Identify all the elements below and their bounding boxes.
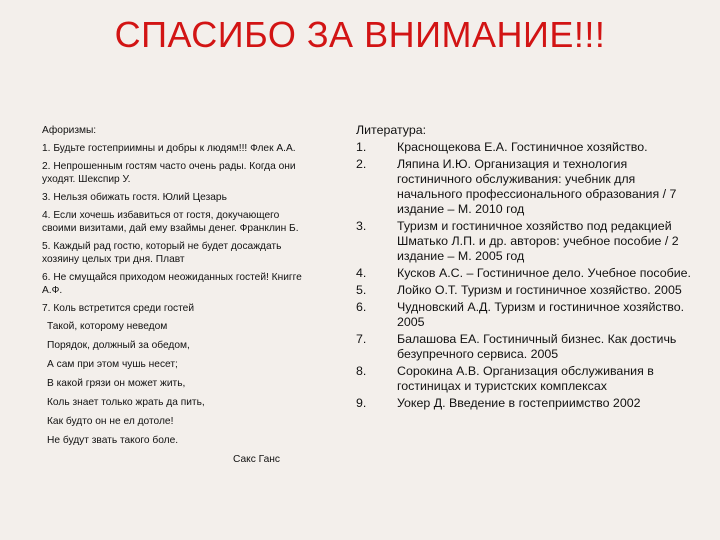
literature-item-text: Кусков А.С. – Гостиничное дело. Учебное пособие. [397, 266, 691, 280]
aphorism-item: 6. Не смущайся приходом неожиданных гостей! Книгге А.Ф. [42, 272, 302, 296]
poem-line: Коль знает только жрать да пить, [47, 397, 205, 408]
literature-item-number: 1. [356, 140, 367, 154]
literature-item-number: 6. [356, 300, 367, 314]
literature-item-text: Сорокина А.В. Организация обслуживания в гостиницах и туристских комплексах [397, 364, 654, 393]
literature-item [356, 140, 696, 155]
literature-heading: Литература: [356, 123, 427, 137]
literature-item-text: Краснощекова Е.А. Гостиничное хозяйство. [397, 140, 648, 154]
literature-item-number: 4. [356, 266, 367, 280]
poem-line: Такой, которому неведом [47, 321, 168, 332]
literature-item [356, 157, 696, 217]
poem-line: А сам при этом чушь несет; [47, 359, 178, 370]
literature-block [356, 123, 696, 413]
literature-item-number: 2. [356, 157, 367, 171]
aphorism-item: 1. Будьте гостеприимны и добры к людям!!! Флек А.А. [42, 143, 296, 154]
poem-signature: Сакс Ганс [233, 454, 280, 465]
aphorism-item: 7. Коль встретится среди гостей [42, 303, 195, 314]
poem [42, 320, 302, 447]
literature-item [356, 300, 696, 330]
aphorism-item: 5. Каждый рад гостю, который не будет досаждать хозяину целых три дня. Плавт [42, 241, 282, 265]
literature-item [356, 219, 696, 264]
poem-line: Как будто он не ел дотоле! [47, 416, 174, 427]
literature-item-number: 8. [356, 364, 367, 378]
literature-item [356, 364, 696, 394]
literature-item-text: Ляпина И.Ю. Организация и технология гостиничного обслуживания: учебник для начального профессионального образования / 7 издание – М. 2010 год [397, 157, 677, 216]
aphorism-item: 4. Если хочешь избавиться от гостя, докучающего своими визитами, дай ему взаймы денег. Франклин Б. [42, 210, 299, 234]
aphorism-item: 2. Непрошенным гостям часто очень рады. Когда они уходят. Шекспир У. [42, 161, 296, 185]
literature-item-number: 7. [356, 332, 367, 346]
aphorisms-block [42, 124, 302, 466]
literature-item-text: Туризм и гостиничное хозяйство под редакцией Шматько Л.П. и др. авторов: учебное пособие / 2 издание – М. 2005 год [397, 219, 679, 263]
poem-line: Не будут звать такого боле. [47, 435, 179, 446]
slide-title: СПАСИБО ЗА ВНИМАНИЕ!!! [114, 14, 606, 55]
literature-item [356, 396, 696, 411]
literature-item-number: 5. [356, 283, 367, 297]
literature-item [356, 332, 696, 362]
literature-item-number: 9. [356, 396, 367, 410]
literature-item-number: 3. [356, 219, 367, 233]
literature-item-text: Лойко О.Т. Туризм и гостиничное хозяйство. 2005 [397, 283, 682, 297]
aphorism-item: 3. Нельзя обижать гостя. Юлий Цезарь [42, 192, 227, 203]
literature-item-text: Чудновский А.Д. Туризм и гостиничное хозяйство. 2005 [397, 300, 685, 329]
literature-item [356, 283, 696, 298]
literature-item-text: Уокер Д. Введение в гостеприимство 2002 [397, 396, 641, 410]
poem-line: Порядок, должный за обедом, [47, 340, 190, 351]
literature-item [356, 266, 696, 281]
literature-item-text: Балашова ЕА. Гостиничный бизнес. Как достичь безупречного сервиса. 2005 [397, 332, 677, 361]
poem-line: В какой грязи он может жить, [47, 378, 186, 389]
aphorisms-heading: Афоризмы: [42, 125, 97, 136]
